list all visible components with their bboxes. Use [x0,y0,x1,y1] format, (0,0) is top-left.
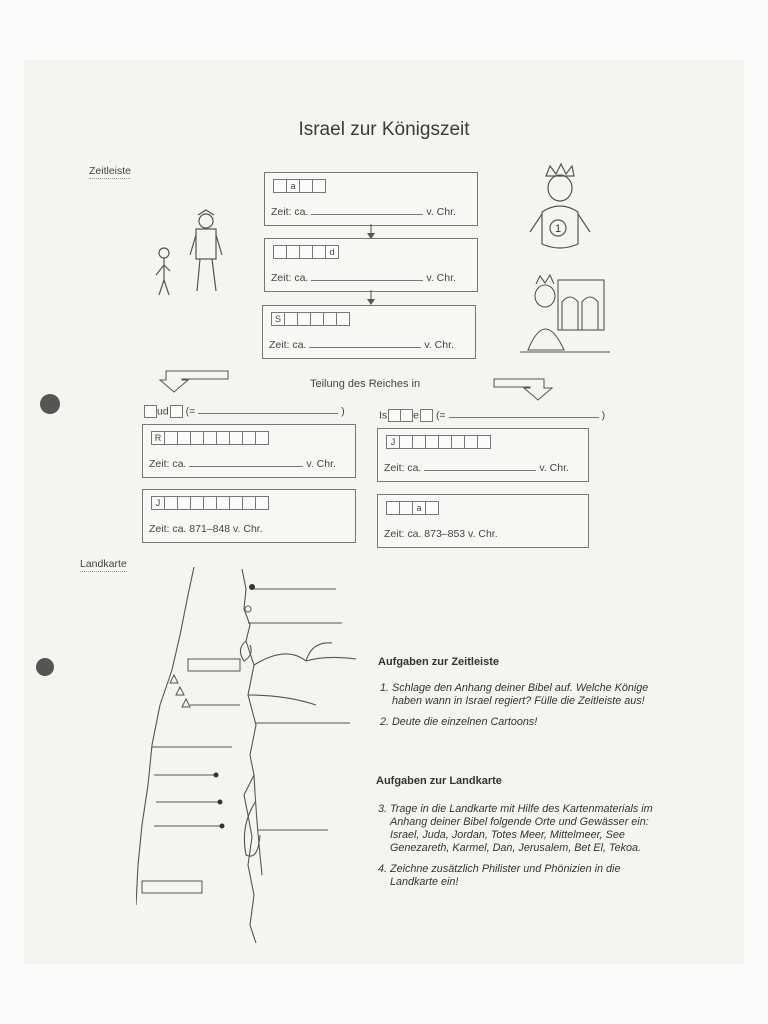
zeit-line [384,462,569,474]
letter-cell[interactable] [242,496,256,510]
letter-cell[interactable]: J [151,496,165,510]
paren-close: ) [601,409,606,422]
punch-hole-bottom [36,658,54,676]
fill-fragment: Is [379,409,388,422]
letter-cell[interactable] [336,312,350,326]
outline-map-icon [136,565,372,945]
letter-cell[interactable] [177,431,191,445]
task-1: 1. Schlage den Anhang deiner Bibel auf. Welche Könige haben wann in Israel regiert? Fülle die Zeitleiste aus! [392,682,668,708]
tasks-zeitleiste-list [378,682,668,729]
tasks-landkarte-list [376,803,668,889]
letter-cell[interactable] [144,405,157,418]
letter-cell[interactable] [177,496,191,510]
letter-cell[interactable] [203,431,217,445]
south-king-box-2 [142,489,356,543]
arrow-right-down-icon [492,376,562,404]
zeit-suffix: v. Chr. [426,272,456,284]
letter-cell[interactable] [310,312,324,326]
letter-cell[interactable] [229,496,243,510]
paren-close: ) [341,405,345,418]
letter-cells [151,496,268,510]
letter-cell[interactable] [273,245,287,259]
letter-cell[interactable]: S [271,312,285,326]
task-2: 2. Deute die einzelnen Cartoons! [392,716,668,729]
fill-fragment: e [413,409,420,422]
letter-cell[interactable] [164,431,178,445]
year-blank[interactable] [311,214,423,215]
tasks-landkarte-heading: Aufgaben zur Landkarte [376,775,502,787]
letter-cell[interactable] [164,496,178,510]
zeit-prefix: Zeit: ca. [271,206,309,218]
letter-cell[interactable]: a [412,501,426,515]
tasks-zeitleiste [378,656,668,737]
letter-cell[interactable] [216,496,230,510]
paren-open: (= [185,405,196,418]
letter-cell[interactable] [286,245,300,259]
cartoon-king-palace-icon [520,272,610,357]
letter-cell[interactable] [190,431,204,445]
letter-cell[interactable] [203,496,217,510]
letter-cell[interactable] [425,435,439,449]
zeit-suffix: v. Chr. [539,462,569,474]
letter-cell[interactable]: R [151,431,165,445]
juda-fill-line [143,405,345,418]
letter-cells [386,501,438,515]
year-blank[interactable] [311,280,423,281]
north-king-box-2 [377,494,589,548]
zeit-line: Zeit: ca. 873–853 v. Chr. [384,528,498,540]
king-box-1 [264,172,478,226]
letter-cell[interactable] [400,409,413,422]
letter-cell[interactable] [412,435,426,449]
zeit-line [271,272,456,284]
letter-cell[interactable] [273,179,287,193]
letter-cells [271,312,349,326]
letter-cell[interactable] [399,435,413,449]
letter-cell[interactable] [299,179,313,193]
letter-cell[interactable] [229,431,243,445]
letter-cell[interactable]: d [325,245,339,259]
letter-cell[interactable] [425,501,439,515]
section-zeitleiste-label: Zeitleiste [89,165,132,177]
letter-cell[interactable] [284,312,298,326]
punch-hole-top [40,394,60,414]
letter-cell[interactable] [451,435,465,449]
letter-cell[interactable] [190,496,204,510]
letter-cells [273,179,325,193]
zeit-prefix: Zeit: ca. [269,339,307,351]
svg-text:1: 1 [555,223,562,235]
page-title: Israel zur Königszeit [298,119,470,140]
letter-cell[interactable] [297,312,311,326]
year-blank[interactable] [189,466,303,467]
letter-cell[interactable]: J [386,435,400,449]
arrow-down-2 [364,290,378,306]
letter-cells [386,435,490,449]
letter-cell[interactable] [386,501,400,515]
letter-cell[interactable] [323,312,337,326]
tasks-landkarte [376,775,668,897]
year-blank[interactable] [424,470,536,471]
letter-cell[interactable] [438,435,452,449]
zeit-prefix: Zeit: ca. [149,458,187,470]
north-king-box-1 [377,428,589,482]
fill-fragment: ud [157,405,169,418]
zeit-prefix: Zeit: ca. [271,272,309,284]
zeit-suffix: v. Chr. [426,206,456,218]
arrow-left-down-icon [158,368,234,396]
zeit-line: Zeit: ca. 871–848 v. Chr. [149,523,263,535]
letter-cell[interactable]: a [286,179,300,193]
zeit-line [149,458,336,470]
letter-cell[interactable] [420,409,433,422]
letter-cells [151,431,268,445]
letter-cell[interactable] [242,431,256,445]
meaning-blank[interactable] [449,417,599,418]
letter-cell[interactable] [312,179,326,193]
task-3: 3. Trage in die Landkarte mit Hilfe des Kartenmaterials im Anhang deiner Bibel folgende Orte und Gewässer ein: Israel, Juda, Jordan, Totes Meer, Mittelmeer, See Genezareth, Karmel, Dan, Jerusalem, Bet El, Tekoa. [390,803,668,855]
letter-cell[interactable] [216,431,230,445]
teilung-label: Teilung des Reiches in [310,378,421,390]
tasks-zeitleiste-heading: Aufgaben zur Zeitleiste [378,656,500,668]
letter-cells [273,245,338,259]
zeit-suffix: v. Chr. [306,458,336,470]
letter-cell[interactable] [299,245,313,259]
year-blank[interactable] [309,347,421,348]
letter-cell[interactable] [477,435,491,449]
king-box-3 [262,305,476,359]
south-king-box-1 [142,424,356,478]
letter-cell[interactable] [399,501,413,515]
letter-cell[interactable] [312,245,326,259]
zeit-line [271,206,456,218]
cartoon-king-number-one-icon [524,162,594,262]
letter-cell[interactable] [255,496,269,510]
section-landkarte-label: Landkarte [80,558,127,570]
paren-open: (= [435,409,446,422]
task-4: 4. Zeichne zusätzlich Philister und Phönizien in die Landkarte ein! [390,863,668,889]
letter-cell[interactable] [255,431,269,445]
zeit-suffix: v. Chr. [424,339,454,351]
meaning-blank[interactable] [198,413,338,414]
zeit-line [269,339,454,351]
israel-fill-line [379,409,605,422]
cartoon-soldier-and-boy-icon [150,205,230,300]
zeit-prefix: Zeit: ca. [384,462,422,474]
letter-cell[interactable] [464,435,478,449]
letter-cell[interactable] [170,405,183,418]
king-box-2 [264,238,478,292]
